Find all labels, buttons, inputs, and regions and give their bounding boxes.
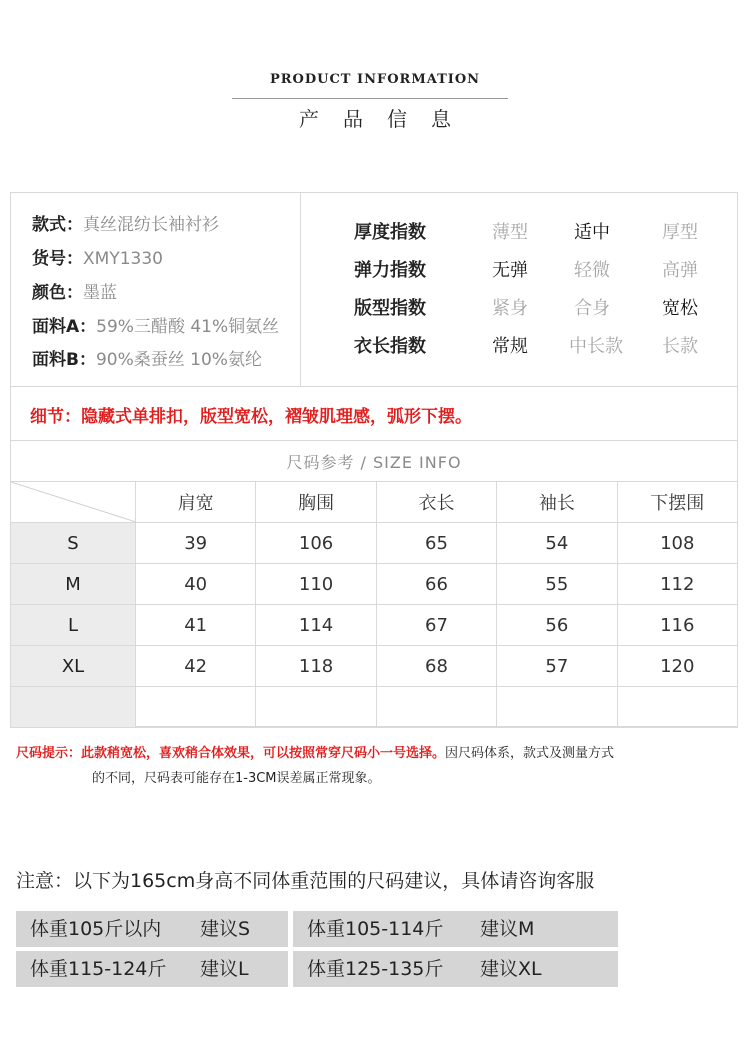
table-cell: 110 — [256, 564, 376, 605]
index-thickness-label: 厚度指数 — [354, 222, 426, 243]
spec-fabric-a-value: 59%三醋酸 41%铜氨丝 — [96, 317, 280, 337]
size-label: S — [11, 523, 136, 564]
table-cell: 41 — [136, 605, 256, 646]
index-elasticity-option: 轻微 — [574, 260, 610, 281]
recommendation-box — [293, 911, 618, 947]
spec-item-number — [32, 244, 163, 269]
table-cell-empty — [497, 687, 617, 728]
index-thickness-option: 适中 — [574, 222, 610, 243]
table-cell: 118 — [256, 646, 376, 687]
spec-style — [32, 210, 219, 235]
column-header: 胸围 — [256, 482, 376, 523]
recommendation-size: 建议L — [200, 958, 249, 980]
panel-vertical-divider — [300, 192, 301, 386]
table-cell: 108 — [617, 523, 737, 564]
table-cell: 57 — [497, 646, 617, 687]
table-corner-cell — [11, 482, 136, 523]
product-information-title-en: PRODUCT INFORMATION — [269, 72, 481, 87]
detail-description: 细节：隐藏式单排扣，版型宽松，褶皱肌理感，弧形下摆。 — [30, 407, 472, 427]
size-label-empty — [11, 687, 136, 728]
index-fit-label: 版型指数 — [354, 298, 426, 319]
spec-color-value: 墨蓝 — [83, 283, 117, 303]
spec-fabric-a-key: 面料A： — [32, 317, 97, 337]
table-row-empty — [11, 687, 738, 728]
index-length-option: 长款 — [662, 336, 698, 357]
table-cell: 106 — [256, 523, 376, 564]
table-cell: 112 — [617, 564, 737, 605]
recommendation-size: 建议S — [200, 918, 251, 940]
index-length-option: 中长款 — [569, 336, 623, 357]
spec-color — [32, 278, 117, 303]
size-label: L — [11, 605, 136, 646]
recommendation-box — [16, 911, 288, 947]
recommendation-weight: 体重105斤以内 — [30, 918, 162, 940]
recommendation-size: 建议M — [480, 918, 535, 940]
spec-fabric-b-value: 90%桑蚕丝 10%氨纶 — [95, 350, 262, 370]
index-fit-option: 紧身 — [492, 298, 528, 319]
table-row — [11, 564, 738, 605]
spec-fabric-a — [32, 312, 279, 337]
table-cell: 55 — [497, 564, 617, 605]
size-tip-line1 — [16, 742, 614, 761]
table-cell: 116 — [617, 605, 737, 646]
table-cell: 40 — [136, 564, 256, 605]
recommendation-weight: 体重115-124斤 — [30, 958, 167, 980]
index-elasticity-option: 无弹 — [492, 260, 528, 281]
table-cell: 120 — [617, 646, 737, 687]
table-cell: 114 — [256, 605, 376, 646]
table-cell: 67 — [376, 605, 496, 646]
table-row — [11, 605, 738, 646]
size-label: M — [11, 564, 136, 605]
size-tip-black: 因尺码体系，款式及测量方式 — [445, 746, 615, 761]
index-elasticity-label: 弹力指数 — [354, 260, 426, 281]
table-cell: 56 — [497, 605, 617, 646]
index-thickness-option: 薄型 — [492, 222, 528, 243]
table-cell-empty — [136, 687, 256, 728]
table-cell-empty — [376, 687, 496, 728]
recommendation-weight: 体重105-114斤 — [307, 918, 444, 940]
recommendation-box — [16, 951, 288, 987]
spec-style-value: 真丝混纺长袖衬衫 — [83, 215, 219, 235]
corner-diagonal-icon — [11, 482, 136, 522]
spec-style-key: 款式： — [32, 215, 83, 235]
table-row — [11, 523, 738, 564]
index-elasticity-option: 高弹 — [662, 260, 698, 281]
spec-fabric-b-key: 面料B： — [32, 350, 96, 370]
size-recommendation-note: 注意：以下为165cm身高不同体重范围的尺码建议，具体请咨询客服 — [16, 870, 595, 892]
size-table — [10, 481, 738, 728]
recommendation-weight: 体重125-135斤 — [307, 958, 444, 980]
table-cell-empty — [256, 687, 376, 728]
panel-divider-detail — [10, 386, 738, 387]
column-header: 衣长 — [376, 482, 496, 523]
size-info-title: 尺码参考 / SIZE INFO — [286, 453, 462, 472]
table-cell: 54 — [497, 523, 617, 564]
product-information-title-cn: 产品信息 — [299, 107, 475, 131]
table-cell: 39 — [136, 523, 256, 564]
size-table-header-row — [11, 482, 738, 523]
table-cell: 66 — [376, 564, 496, 605]
panel-divider-size-header — [10, 440, 738, 441]
spec-item-number-value: XMY1330 — [83, 249, 163, 269]
table-cell: 65 — [376, 523, 496, 564]
spec-color-key: 颜色： — [32, 283, 83, 303]
spec-item-number-key: 货号： — [32, 249, 83, 269]
index-length-option: 常规 — [492, 336, 528, 357]
size-tip-line2: 的不同，尺码表可能存在1-3CM误差属正常现象。 — [92, 771, 381, 786]
table-cell: 42 — [136, 646, 256, 687]
table-cell-empty — [617, 687, 737, 728]
column-header: 肩宽 — [136, 482, 256, 523]
size-tip-red: 尺码提示：此款稍宽松，喜欢稍合体效果，可以按照常穿尺码小一号选择。 — [16, 746, 446, 761]
table-row — [11, 646, 738, 687]
size-label: XL — [11, 646, 136, 687]
index-fit-option: 合身 — [574, 298, 610, 319]
column-header: 袖长 — [497, 482, 617, 523]
recommendation-box — [293, 951, 618, 987]
index-length-label: 衣长指数 — [354, 336, 426, 357]
spec-fabric-b — [32, 345, 262, 370]
table-cell: 68 — [376, 646, 496, 687]
column-header: 下摆围 — [617, 482, 737, 523]
title-divider — [232, 98, 508, 99]
index-fit-option: 宽松 — [662, 298, 698, 319]
index-thickness-option: 厚型 — [662, 222, 698, 243]
recommendation-size: 建议XL — [480, 958, 542, 980]
